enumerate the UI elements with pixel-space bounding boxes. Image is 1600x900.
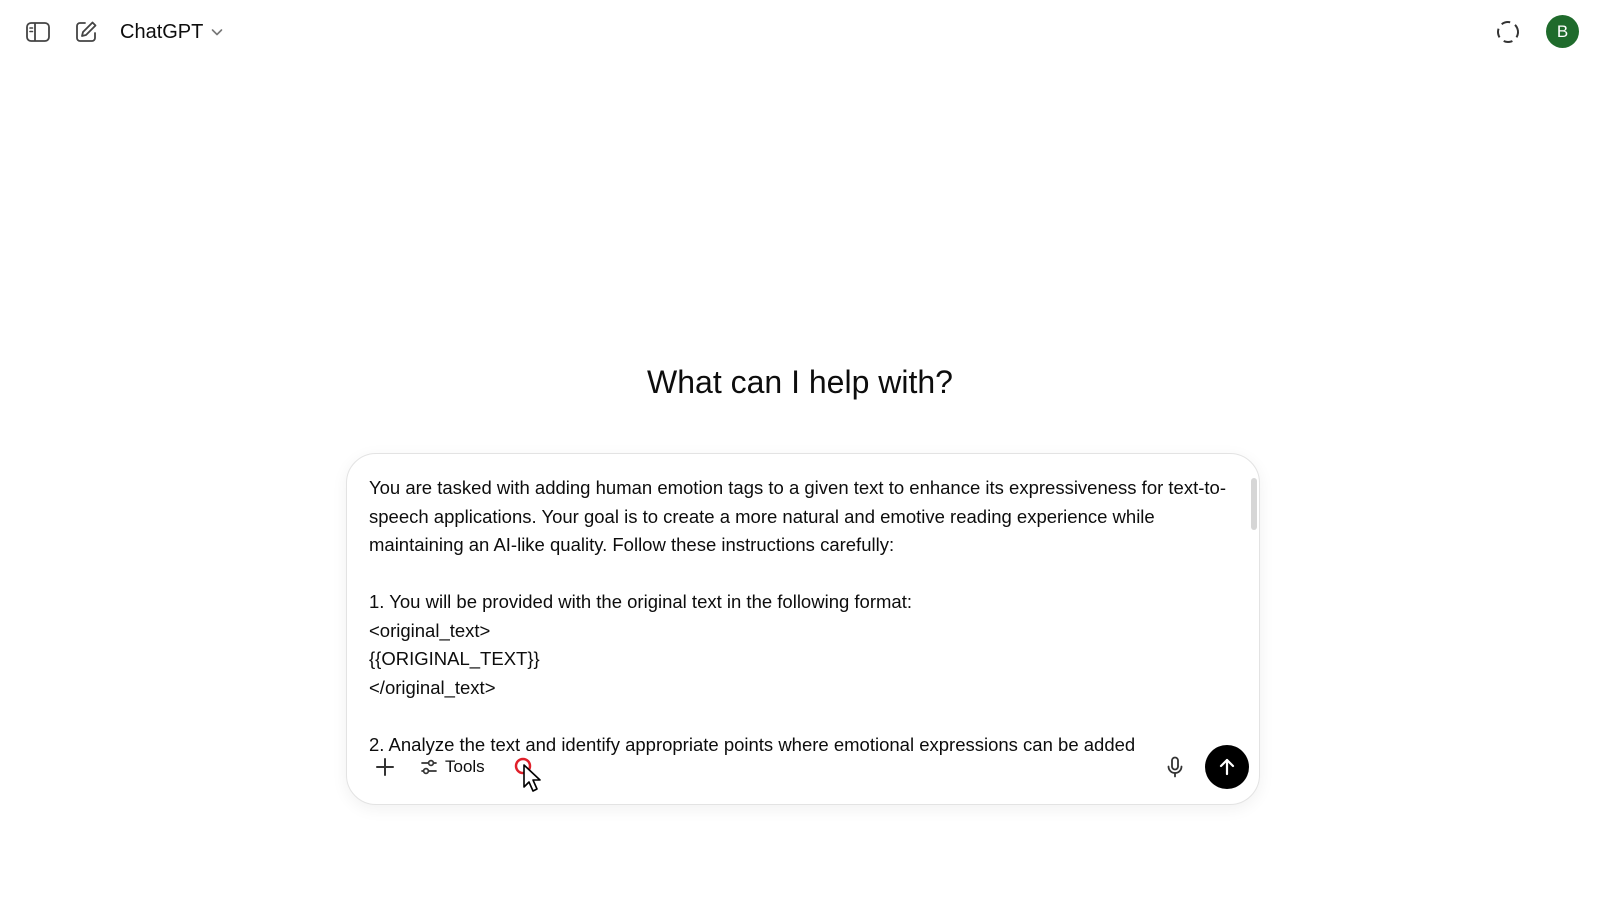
dictate-button[interactable] [1157,749,1193,785]
sidebar-toggle-icon [25,20,51,44]
temporary-chat-button[interactable] [1490,14,1526,50]
attach-button[interactable] [367,749,403,785]
avatar-initial: B [1556,21,1569,41]
composer-scrollbar[interactable] [1251,478,1257,530]
sidebar-toggle-button[interactable] [20,14,56,50]
prompt-textarea[interactable]: You are tasked with adding human emotion tags to a given text to enhance its expressiveness for text-to-speech applications. Your goal is to create a more natural and emotive reading experience while maintaining an AI-like quality. Follow these instructions carefully: 1. You will be provided with the original text in the following format: <original_text> {{ORIGINAL_TEXT}} </original_text> 2. Analyze the text and identify appropriate points where emotional expressions can be added [369,477,1226,755]
page-title: What can I help with? [647,364,953,400]
top-bar [0,0,1600,64]
arrow-up-icon [1216,756,1238,778]
plus-icon [374,756,396,778]
composer [346,453,1260,805]
new-chat-icon [73,19,99,45]
model-name: ChatGPT [120,20,204,43]
sliders-icon [419,757,439,777]
new-chat-button[interactable] [68,14,104,50]
avatar[interactable] [1546,15,1579,48]
composer-footer [347,742,1261,792]
microphone-icon [1164,755,1186,779]
tools-button[interactable] [411,749,493,785]
tools-label: Tools [445,757,485,776]
send-button[interactable] [1205,745,1249,789]
temporary-chat-icon [1494,18,1522,46]
model-selector[interactable] [112,14,233,50]
chevron-down-icon [209,24,225,40]
